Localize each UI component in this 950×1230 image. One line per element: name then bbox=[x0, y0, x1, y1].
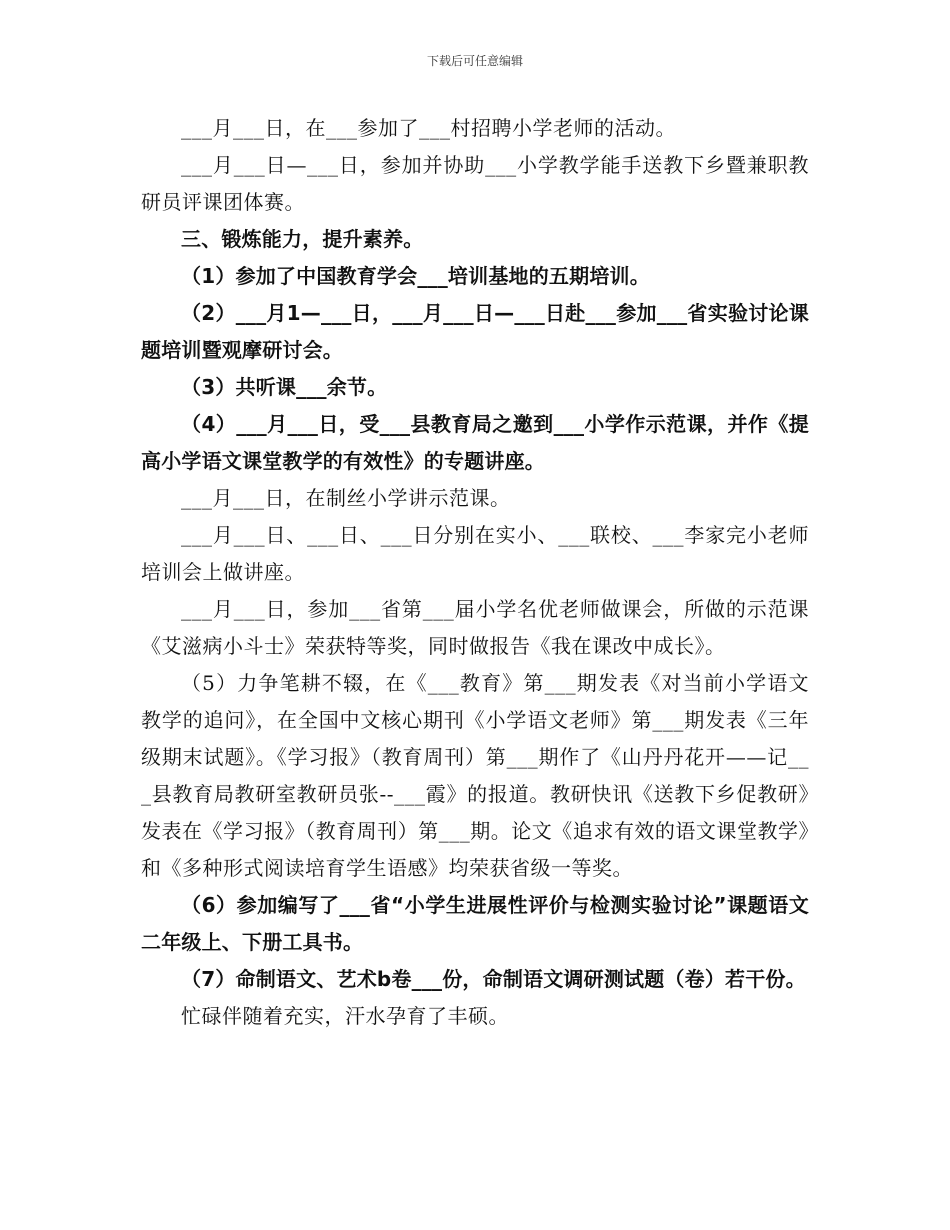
paragraph-recruit-activity bbox=[141, 110, 809, 147]
paragraph-award bbox=[141, 591, 809, 665]
paragraph-text: ___月___日、___日、___日分别在实小、___联校、___李家完小老师培训会上做讲座。 bbox=[141, 523, 809, 584]
item-2 bbox=[141, 295, 809, 369]
item-6 bbox=[141, 887, 809, 961]
item-3 bbox=[141, 369, 809, 406]
paragraph-text: （1）参加了中国教育学会___培训基地的五期培训。 bbox=[181, 264, 650, 288]
closing-sentence bbox=[141, 998, 809, 1035]
paragraph-text: （7）命制语文、艺术b卷___份，命制语文调研测试题（卷）若干份。 bbox=[181, 967, 806, 991]
paragraph-text: ___月___日，参加___省第___届小学名优老师做课会，所做的示范课《艾滋病小斗士》荣获特等奖，同时做报告《我在课改中成长》。 bbox=[141, 597, 809, 658]
paragraph-text: （4）___月___日，受___县教育局之邀到___小学作示范课，并作《提高小学语文课堂教学的有效性》的专题讲座。 bbox=[141, 412, 809, 473]
item-1 bbox=[141, 258, 809, 295]
paragraph-text: （2）___月1—___日，___月___日—___日赴___参加___省实验讨论课题培训暨观摩研讨会。 bbox=[141, 301, 809, 362]
paragraph-text: ___月___日—___日，参加并协助___小学教学能手送教下乡暨兼职教研员评课团体赛。 bbox=[141, 153, 809, 214]
item-5 bbox=[141, 665, 809, 887]
paragraph-text: ___月___日，在___参加了___村招聘小学老师的活动。 bbox=[181, 116, 676, 140]
paragraph-text: （5）力争笔耕不辍，在《___教育》第___期发表《对当前小学语文教学的追问》，在全国中文核心期刊《小学语文老师》第___期发表《三年级期末试题》。《学习报》（教育周刊）第___期作了《山丹丹花开——记___县教育局教研室教研员张--___霞》的报道。教研快讯《送教下乡促教研》发表在《学习报》（教育周刊）第___期。论文《追求有效的语文课堂教学》和《多种形式阅读培育学生语感》均荣获省级一等奖。 bbox=[141, 671, 809, 880]
item-4 bbox=[141, 406, 809, 480]
item-7 bbox=[141, 961, 809, 998]
paragraph-teaching-competition bbox=[141, 147, 809, 221]
document-body bbox=[141, 110, 809, 1035]
paragraph-text: 三、锻炼能力，提升素养。 bbox=[181, 227, 424, 251]
page-header: 下载后可任意编辑 bbox=[426, 54, 523, 68]
paragraph-text: （3）共听课___余节。 bbox=[181, 375, 388, 399]
paragraph-text: 忙碌伴随着充实，汗水孕育了丰硕。 bbox=[181, 1004, 509, 1028]
paragraph-text: ___月___日，在制丝小学讲示范课。 bbox=[181, 486, 511, 510]
paragraph-text: （6）参加编写了___省“小学生进展性评价与检测实验讨论”课题语文二年级上、下册工具书。 bbox=[141, 893, 809, 954]
paragraph-demo-class bbox=[141, 480, 809, 517]
paragraph-lectures bbox=[141, 517, 809, 591]
section-heading-3 bbox=[141, 221, 809, 258]
